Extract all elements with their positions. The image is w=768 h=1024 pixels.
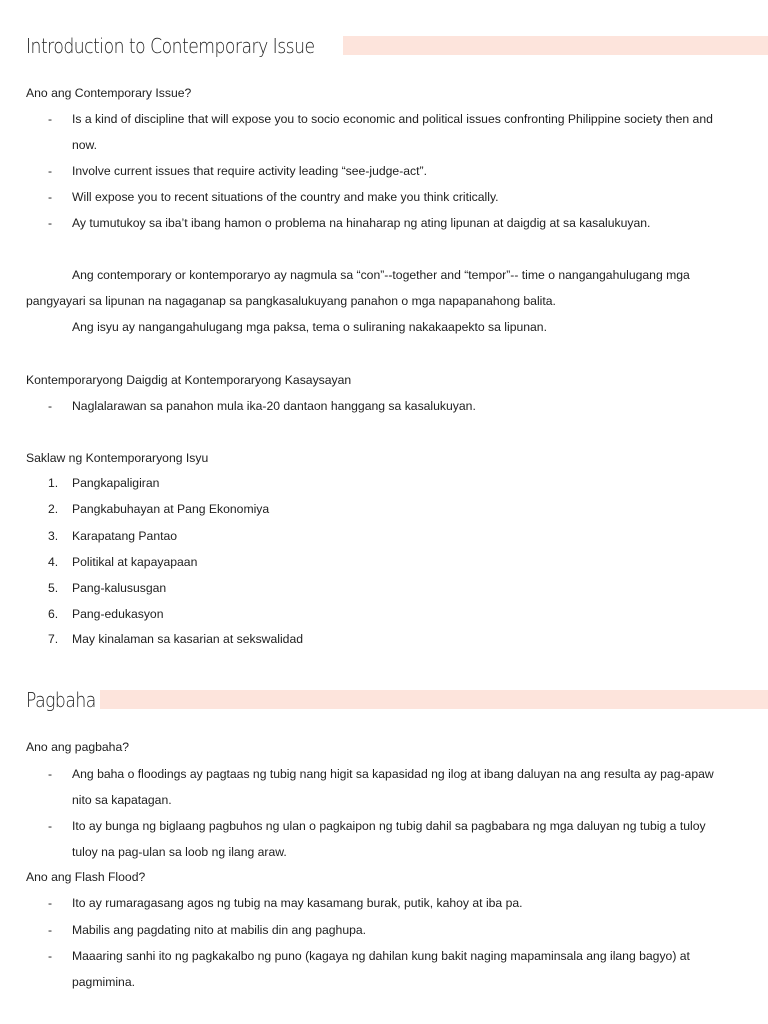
paragraph-line: pangyayari sa lipunan na nagaganap sa pangkasalukuyang panahon o mga napapanahong balita. [26,294,556,308]
question-label: Ano ang Flash Flood? [26,870,146,884]
list-item: Pang-kalususgan [72,581,167,595]
list-item: Pang-edukasyon [72,607,164,621]
list-number: 6. [48,607,59,621]
paragraph-line: Ang contemporary or kontemporaryo ay nagmula sa “con”--together and “tempor”-- time o nangangahulugang mga [72,268,690,282]
heading-highlight-bar [100,690,768,709]
bullet-dash: - [48,112,53,126]
bullet-dash: - [48,190,53,204]
bullet-text: Ay tumutukoy sa iba’t ibang hamon o problema na hinaharap ng ating lipunan at daigdig at sa kasalukuyan. [72,216,651,230]
bullet-dash: - [48,216,53,230]
bullet-dash: - [48,949,53,963]
bullet-text-continued: tuloy na pag-ulan sa loob ng ilang araw. [72,845,287,859]
list-number: 3. [48,529,59,543]
bullet-text: Will expose you to recent situations of the country and make you think critically. [72,190,499,204]
list-item: May kinalaman sa kasarian at sekswalidad [72,632,303,646]
section-title: Pagbaha [26,688,96,712]
bullet-dash: - [48,164,53,178]
question-label: Ano ang pagbaha? [26,740,130,754]
list-item: Karapatang Pantao [72,529,178,543]
bullet-text: Involve current issues that require activity leading “see-judge-act”. [72,164,427,178]
bullet-text: Is a kind of discipline that will expose you to socio economic and political issues confronting Philippine society then and [72,112,713,126]
paragraph-line: Ang isyu ay nangangahulugang mga paksa, tema o suliraning nakakaapekto sa lipunan. [72,320,547,334]
bullet-text: Ang baha o floodings ay pagtaas ng tubig nang higit sa kapasidad ng ilog at ibang daluyan na ang resulta ay pag-apaw [72,767,714,781]
list-item: Pangkapaligiran [72,476,160,490]
list-title: Saklaw ng Kontemporaryong Isyu [26,451,209,465]
heading-highlight-bar [343,36,768,55]
bullet-text: Ito ay rumaragasang agos ng tubig na may kasamang burak, putik, kahoy at iba pa. [72,896,523,910]
bullet-text: Naglalarawan sa panahon mula ika-20 dantaon hanggang sa kasalukuyan. [72,399,476,413]
list-number: 1. [48,476,59,490]
bullet-text: Ito ay bunga ng biglaang pagbuhos ng ulan o pagkaipon ng tubig dahil sa pagbabara ng mga daluyan ng tubig a tuloy [72,819,706,833]
list-item: Politikal at kapayapaan [72,555,198,569]
bullet-dash: - [48,767,53,781]
subheading: Kontemporaryong Daigdig at Kontemporaryong Kasaysayan [26,373,352,387]
bullet-text-continued: now. [72,138,98,152]
bullet-dash: - [48,399,53,413]
question-label: Ano ang Contemporary Issue? [26,86,192,100]
bullet-text-continued: pagmimina. [72,975,135,989]
list-number: 4. [48,555,59,569]
list-number: 7. [48,632,59,646]
bullet-text-continued: nito sa kapatagan. [72,793,172,807]
section-heading-pagbaha [26,686,768,714]
bullet-text: Mabilis ang pagdating nito at mabilis din ang paghupa. [72,923,367,937]
bullet-dash: - [48,896,53,910]
section-heading-contemporary-issue [26,32,768,60]
section-title: Introduction to Contemporary Issue [26,34,315,58]
list-number: 5. [48,581,59,595]
bullet-dash: - [48,819,53,833]
bullet-dash: - [48,923,53,937]
list-number: 2. [48,502,59,516]
bullet-text: Maaaring sanhi ito ng pagkakalbo ng puno (kagaya ng dahilan kung bakit naging mapaminsala ang ilang bagyo) at [72,949,690,963]
list-item: Pangkabuhayan at Pang Ekonomiya [72,502,270,516]
